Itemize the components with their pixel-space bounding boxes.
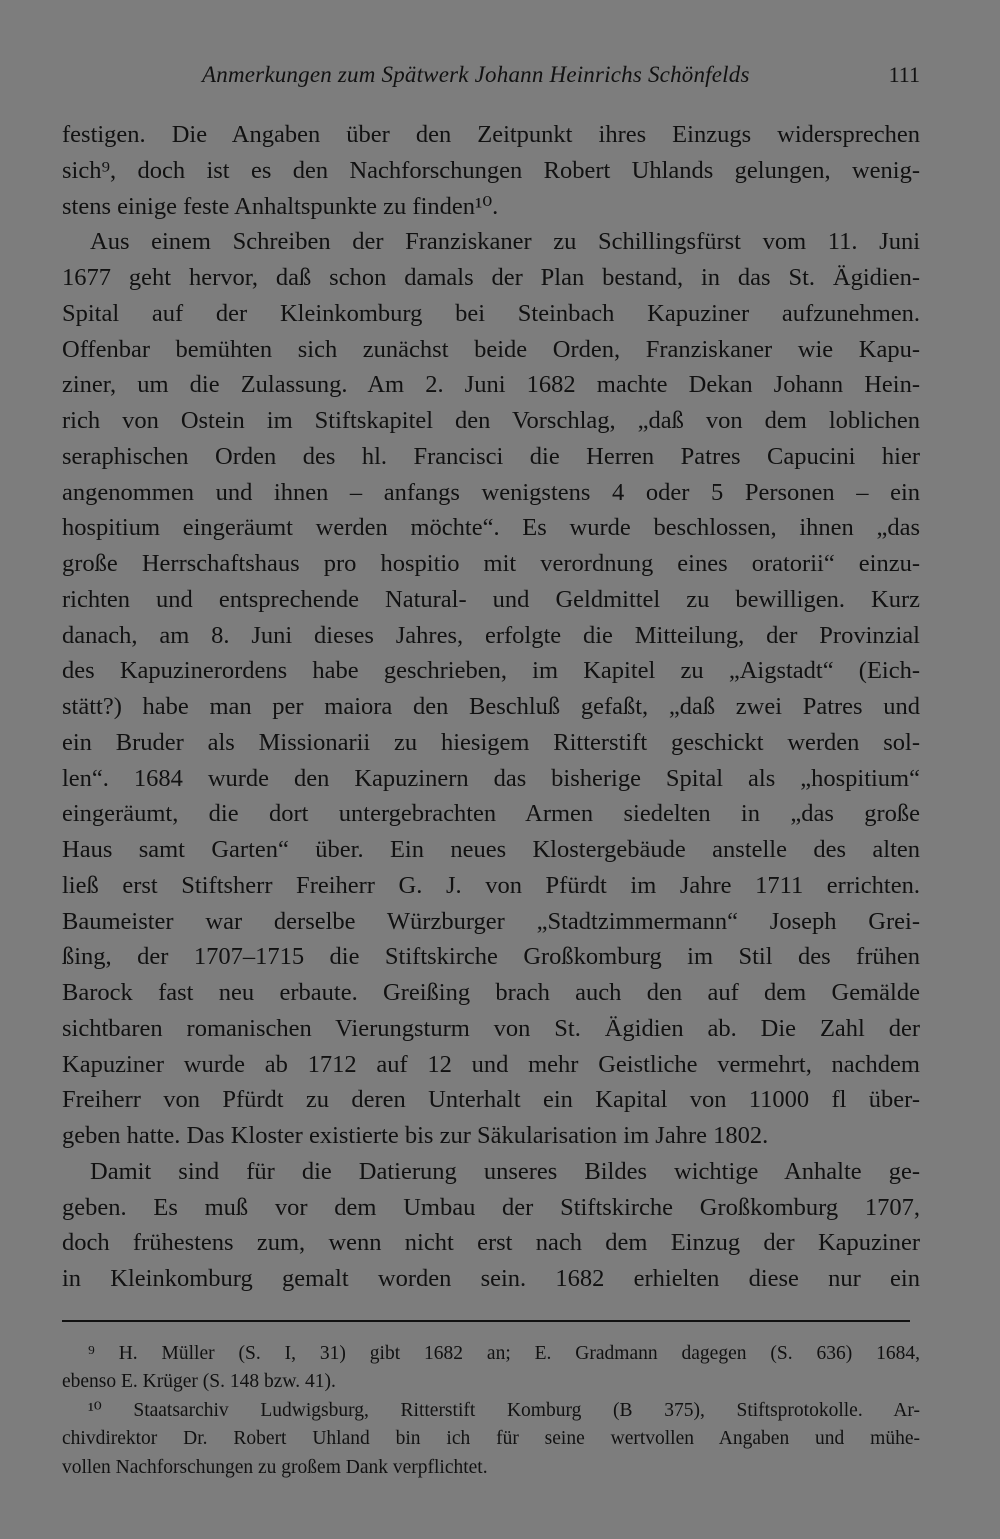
text-line: doch frühestens zum, wenn nicht erst nach dem Einzug der Kapuziner — [62, 1229, 920, 1257]
text-line: Barock fast neu erbaute. Greißing brach auch den auf dem Gemälde — [62, 979, 920, 1006]
text-line: seraphischen Orden des hl. Francisci die Herren Patres Capucini hier — [62, 442, 920, 470]
text-line: große Herrschaftshaus pro hospitio mit verordnung eines oratorii“ einzu- — [62, 550, 920, 577]
text-line: Spital auf der Kleinkomburg bei Steinbach Kapuziner aufzunehmen. — [62, 299, 920, 327]
footnote-9-line: ebenso E. Krüger (S. 148 bzw. 41). — [62, 1371, 336, 1393]
text-line: Haus samt Garten“ über. Ein neues Klostergebäude anstelle des alten — [62, 836, 920, 863]
footnote-10-line: ¹⁰ Staatsarchiv Ludwigsburg, Ritterstift Komburg (B 375), Stiftsprotokolle. Ar- — [88, 1399, 920, 1421]
text-line: sich⁹, doch ist es den Nachforschungen Robert Uhlands gelungen, wenig- — [62, 156, 920, 184]
text-line: rich von Ostein im Stiftskapitel den Vorschlag, „daß von dem loblichen — [62, 407, 920, 434]
text-line: festigen. Die Angaben über den Zeitpunkt ihres Einzugs widersprechen — [62, 121, 920, 148]
text-line: ein Bruder als Missionarii zu hiesigem Ritterstift geschickt werden sol- — [62, 728, 920, 756]
text-line: 1677 geht hervor, daß schon damals der Plan bestand, in das St. Ägidien- — [62, 264, 920, 291]
text-line: eingeräumt, die dort untergebrachten Armen siedelten in „das große — [62, 800, 920, 828]
text-line: ließ erst Stiftsherr Freiherr G. J. von Pfürdt im Jahre 1711 errichten. — [62, 871, 920, 899]
text-line: len“. 1684 wurde den Kapuzinern das bisherige Spital als „hospitium“ — [62, 764, 920, 792]
text-line: in Kleinkomburg gemalt worden sein. 1682 erhielten diese nur ein — [62, 1265, 920, 1292]
body-text — [62, 117, 920, 1297]
footnotes — [62, 1340, 920, 1482]
text-line: stens einige feste Anhaltspunkte zu finden¹⁰. — [62, 192, 499, 220]
text-line: Offenbar bemühten sich zunächst beide Orden, Franziskaner wie Kapu- — [62, 335, 920, 363]
text-line: Damit sind für die Datierung unseres Bildes wichtige Anhalte ge- — [90, 1157, 920, 1185]
text-line: hospitium eingeräumt werden möchte“. Es wurde beschlossen, ihnen „das — [62, 514, 920, 542]
text-line: geben. Es muß vor dem Umbau der Stiftskirche Großkomburg 1707, — [62, 1193, 920, 1221]
running-header — [62, 62, 920, 96]
text-line: Kapuziner wurde ab 1712 auf 12 und mehr Geistliche vermehrt, nachdem — [62, 1050, 920, 1078]
footnote-9-line: ⁹ H. Müller (S. I, 31) gibt 1682 an; E. Gradmann dagegen (S. 636) 1684, — [88, 1343, 920, 1364]
footnote-divider — [62, 1320, 910, 1322]
text-line: des Kapuzinerordens habe geschrieben, im Kapitel zu „Aigstadt“ (Eich- — [62, 657, 920, 685]
footnote-10-line: vollen Nachforschungen zu großem Dank verpflichtet. — [62, 1456, 488, 1478]
text-line: ziner, um die Zulassung. Am 2. Juni 1682 machte Dekan Johann Hein- — [62, 371, 920, 399]
text-line: sichtbaren romanischen Vierungsturm von St. Ägidien ab. Die Zahl der — [62, 1014, 920, 1042]
text-line: Aus einem Schreiben der Franziskaner zu Schillingsfürst vom 11. Juni — [90, 228, 920, 256]
text-line: Baumeister war derselbe Würzburger „Stadtzimmermann“ Joseph Grei- — [62, 907, 920, 935]
text-line: Freiherr von Pfürdt zu deren Unterhalt ein Kapital von 11000 fl über- — [62, 1086, 920, 1114]
text-line: danach, am 8. Juni dieses Jahres, erfolgte die Mitteilung, der Provinzial — [62, 621, 920, 649]
footnote-10-line: chivdirektor Dr. Robert Uhland bin ich für seine wertvollen Angaben und mühe- — [62, 1428, 920, 1450]
running-title: Anmerkungen zum Spätwerk Johann Heinrichs Schönfelds — [202, 62, 750, 87]
text-line: stätt?) habe man per maiora den Beschluß gefaßt, „daß zwei Patres und — [62, 693, 920, 720]
text-line: angenommen und ihnen – anfangs wenigstens 4 oder 5 Personen – ein — [62, 478, 920, 506]
page-number: 111 — [888, 62, 920, 87]
text-line: geben hatte. Das Kloster existierte bis zur Säkularisation im Jahre 1802. — [62, 1122, 769, 1149]
text-line: ßing, der 1707–1715 die Stiftskirche Großkomburg im Stil des frühen — [62, 943, 920, 971]
text-line: richten und entsprechende Natural- und Geldmittel zu bewilligen. Kurz — [62, 585, 920, 613]
